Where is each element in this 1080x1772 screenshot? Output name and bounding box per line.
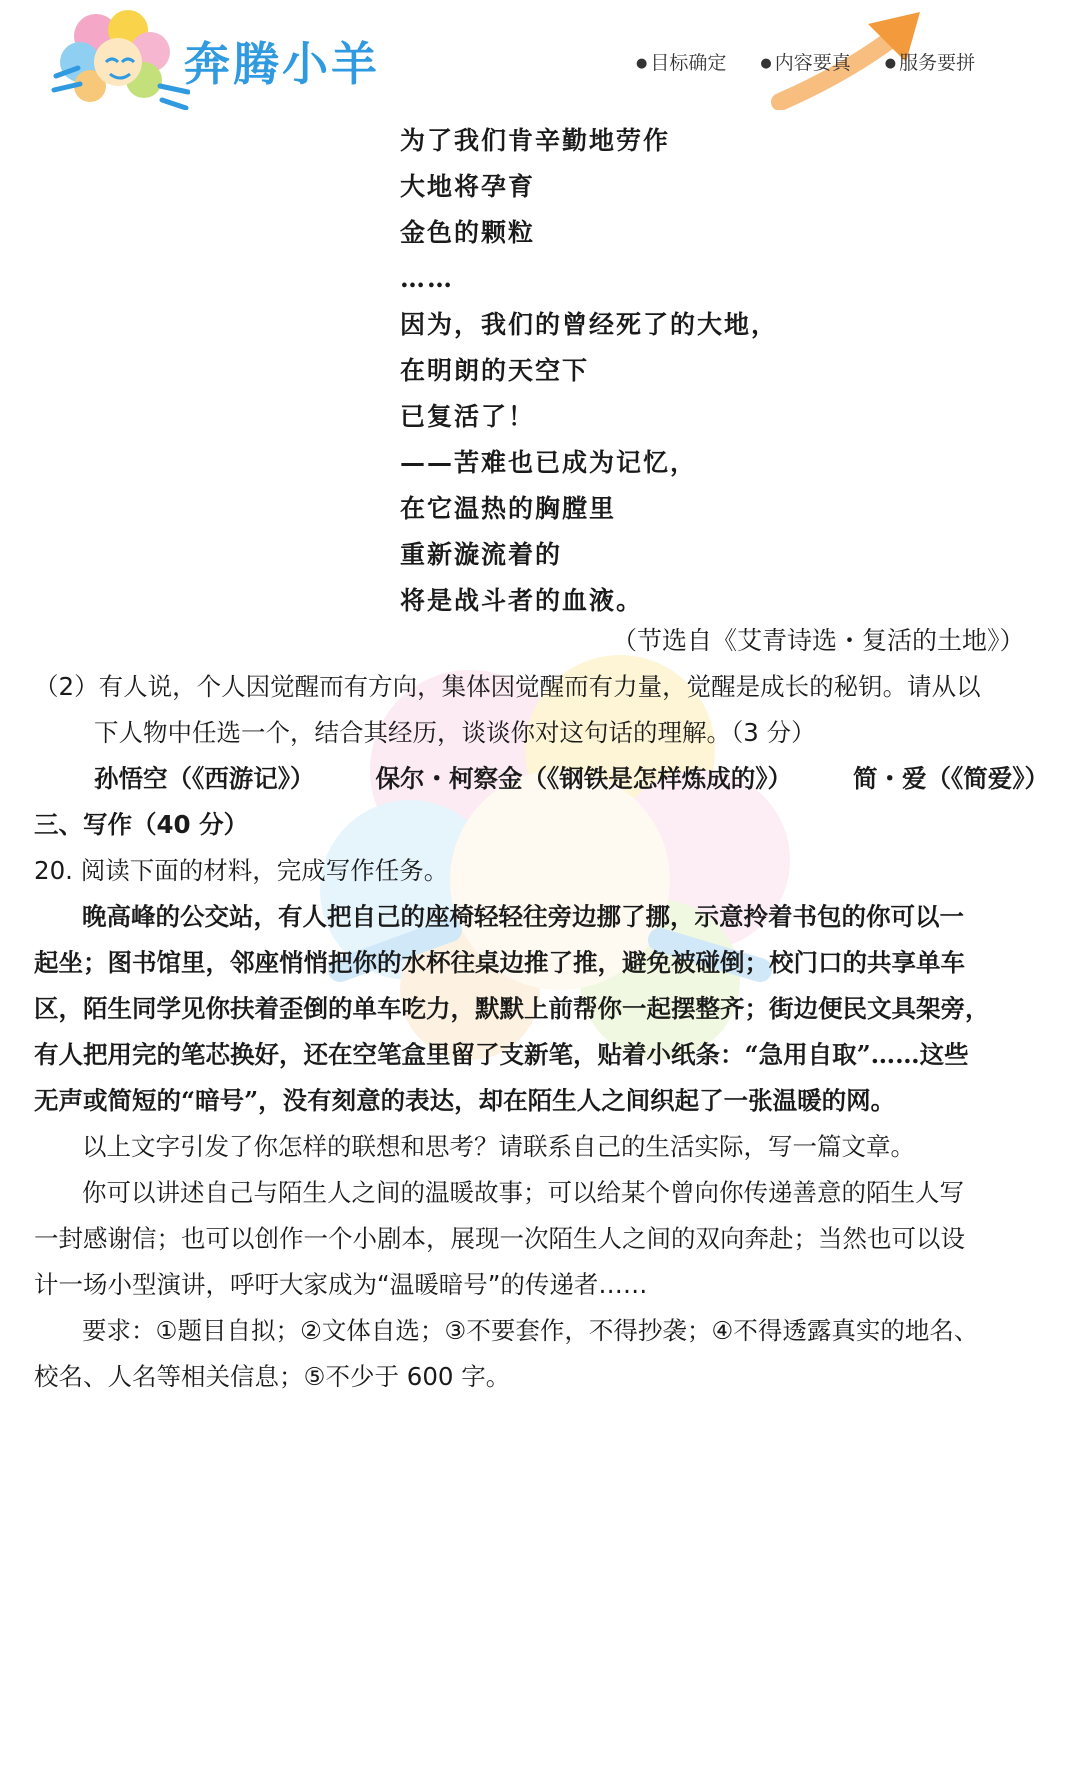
- poem-line: 金色的颗粒: [400, 218, 536, 247]
- slogan-item: ● 目标确定: [636, 48, 726, 75]
- writing-prompt-line: 一封感谢信；也可以创作一个小剧本，展现一次陌生人之间的双向奔赴；当然也可以设: [34, 1224, 965, 1253]
- material-line: 无声或简短的“暗号”，没有刻意的表达，却在陌生人之间织起了一张温暖的网。: [34, 1086, 896, 1115]
- poem-line: 大地将孕育: [400, 172, 536, 201]
- writing-prompt-line: 计一场小型演讲，呼吁大家成为“温暖暗号”的传递者……: [34, 1270, 648, 1299]
- requirements-line: 要求：①题目自拟；②文体自选；③不要套作，不得抄袭；④不得透露真实的地名、: [82, 1316, 979, 1345]
- brand-logo-icon: [50, 6, 190, 110]
- material-line: 晚高峰的公交站，有人把自己的座椅轻轻往旁边挪了挪，示意拎着书包的你可以一: [82, 902, 964, 931]
- slogan-list: [636, 48, 975, 75]
- poem-line: 为了我们肯辛勤地劳作: [400, 126, 671, 155]
- poem-excerpt: [400, 118, 778, 624]
- requirements-line: 校名、人名等相关信息；⑤不少于 600 字。: [34, 1362, 511, 1391]
- question-2-line: 下人物中任选一个，结合其经历，谈谈你对这句话的理解。（3 分）: [94, 718, 816, 747]
- poem-line: 将是战斗者的血液。: [400, 586, 644, 615]
- material-line: 起坐；图书馆里，邻座悄悄把你的水杯往桌边推了推，避免被碰倒；校门口的共享单车: [34, 948, 965, 977]
- section-title: 三、写作（40 分）: [34, 810, 249, 839]
- question-20: 20. 阅读下面的材料，完成写作任务。: [34, 856, 449, 885]
- material-line: 区，陌生同学见你扶着歪倒的单车吃力，默默上前帮你一起摆整齐；街边便民文具架旁，: [34, 994, 990, 1023]
- book-option: 保尔・柯察金（《钢铁是怎样炼成的》）: [375, 764, 792, 793]
- question-content: [34, 664, 1049, 1400]
- writing-prompt-line: 你可以讲述自己与陌生人之间的温暖故事；可以给某个曾向你传递善意的陌生人写: [82, 1178, 964, 1207]
- poem-source: （节选自《艾青诗选・复活的土地》）: [612, 626, 1025, 655]
- poem-line: ——苦难也已成为记忆，: [400, 448, 698, 477]
- slogan-item: ● 服务要拼: [885, 48, 975, 75]
- page-header: [0, 0, 1080, 120]
- slogan-item: ● 内容要真: [760, 48, 850, 75]
- poem-line: 在明朗的天空下: [400, 356, 590, 385]
- poem-line: 重新漩流着的: [400, 540, 563, 569]
- brand-name: 奔腾小羊: [184, 37, 380, 91]
- book-option: 孙悟空（《西游记》）: [94, 764, 315, 793]
- book-options: [34, 756, 1049, 802]
- poem-line: 已复活了！: [400, 402, 536, 431]
- book-option: 简・爱（《简爱》）: [853, 764, 1049, 793]
- poem-line: 因为，我们的曾经死了的大地，: [400, 310, 779, 339]
- question-2-line: （2）有人说，个人因觉醒而有方向，集体因觉醒而有力量，觉醒是成长的秘钥。请从以: [34, 672, 981, 701]
- poem-line: 在它温热的胸膛里: [400, 494, 617, 523]
- writing-prompt: 以上文字引发了你怎样的联想和思考？请联系自己的生活实际，写一篇文章。: [82, 1132, 915, 1161]
- poem-line: ……: [400, 264, 454, 293]
- material-line: 有人把用完的笔芯换好，还在空笔盒里留了支新笔，贴着小纸条：“急用自取”……这些: [34, 1040, 969, 1069]
